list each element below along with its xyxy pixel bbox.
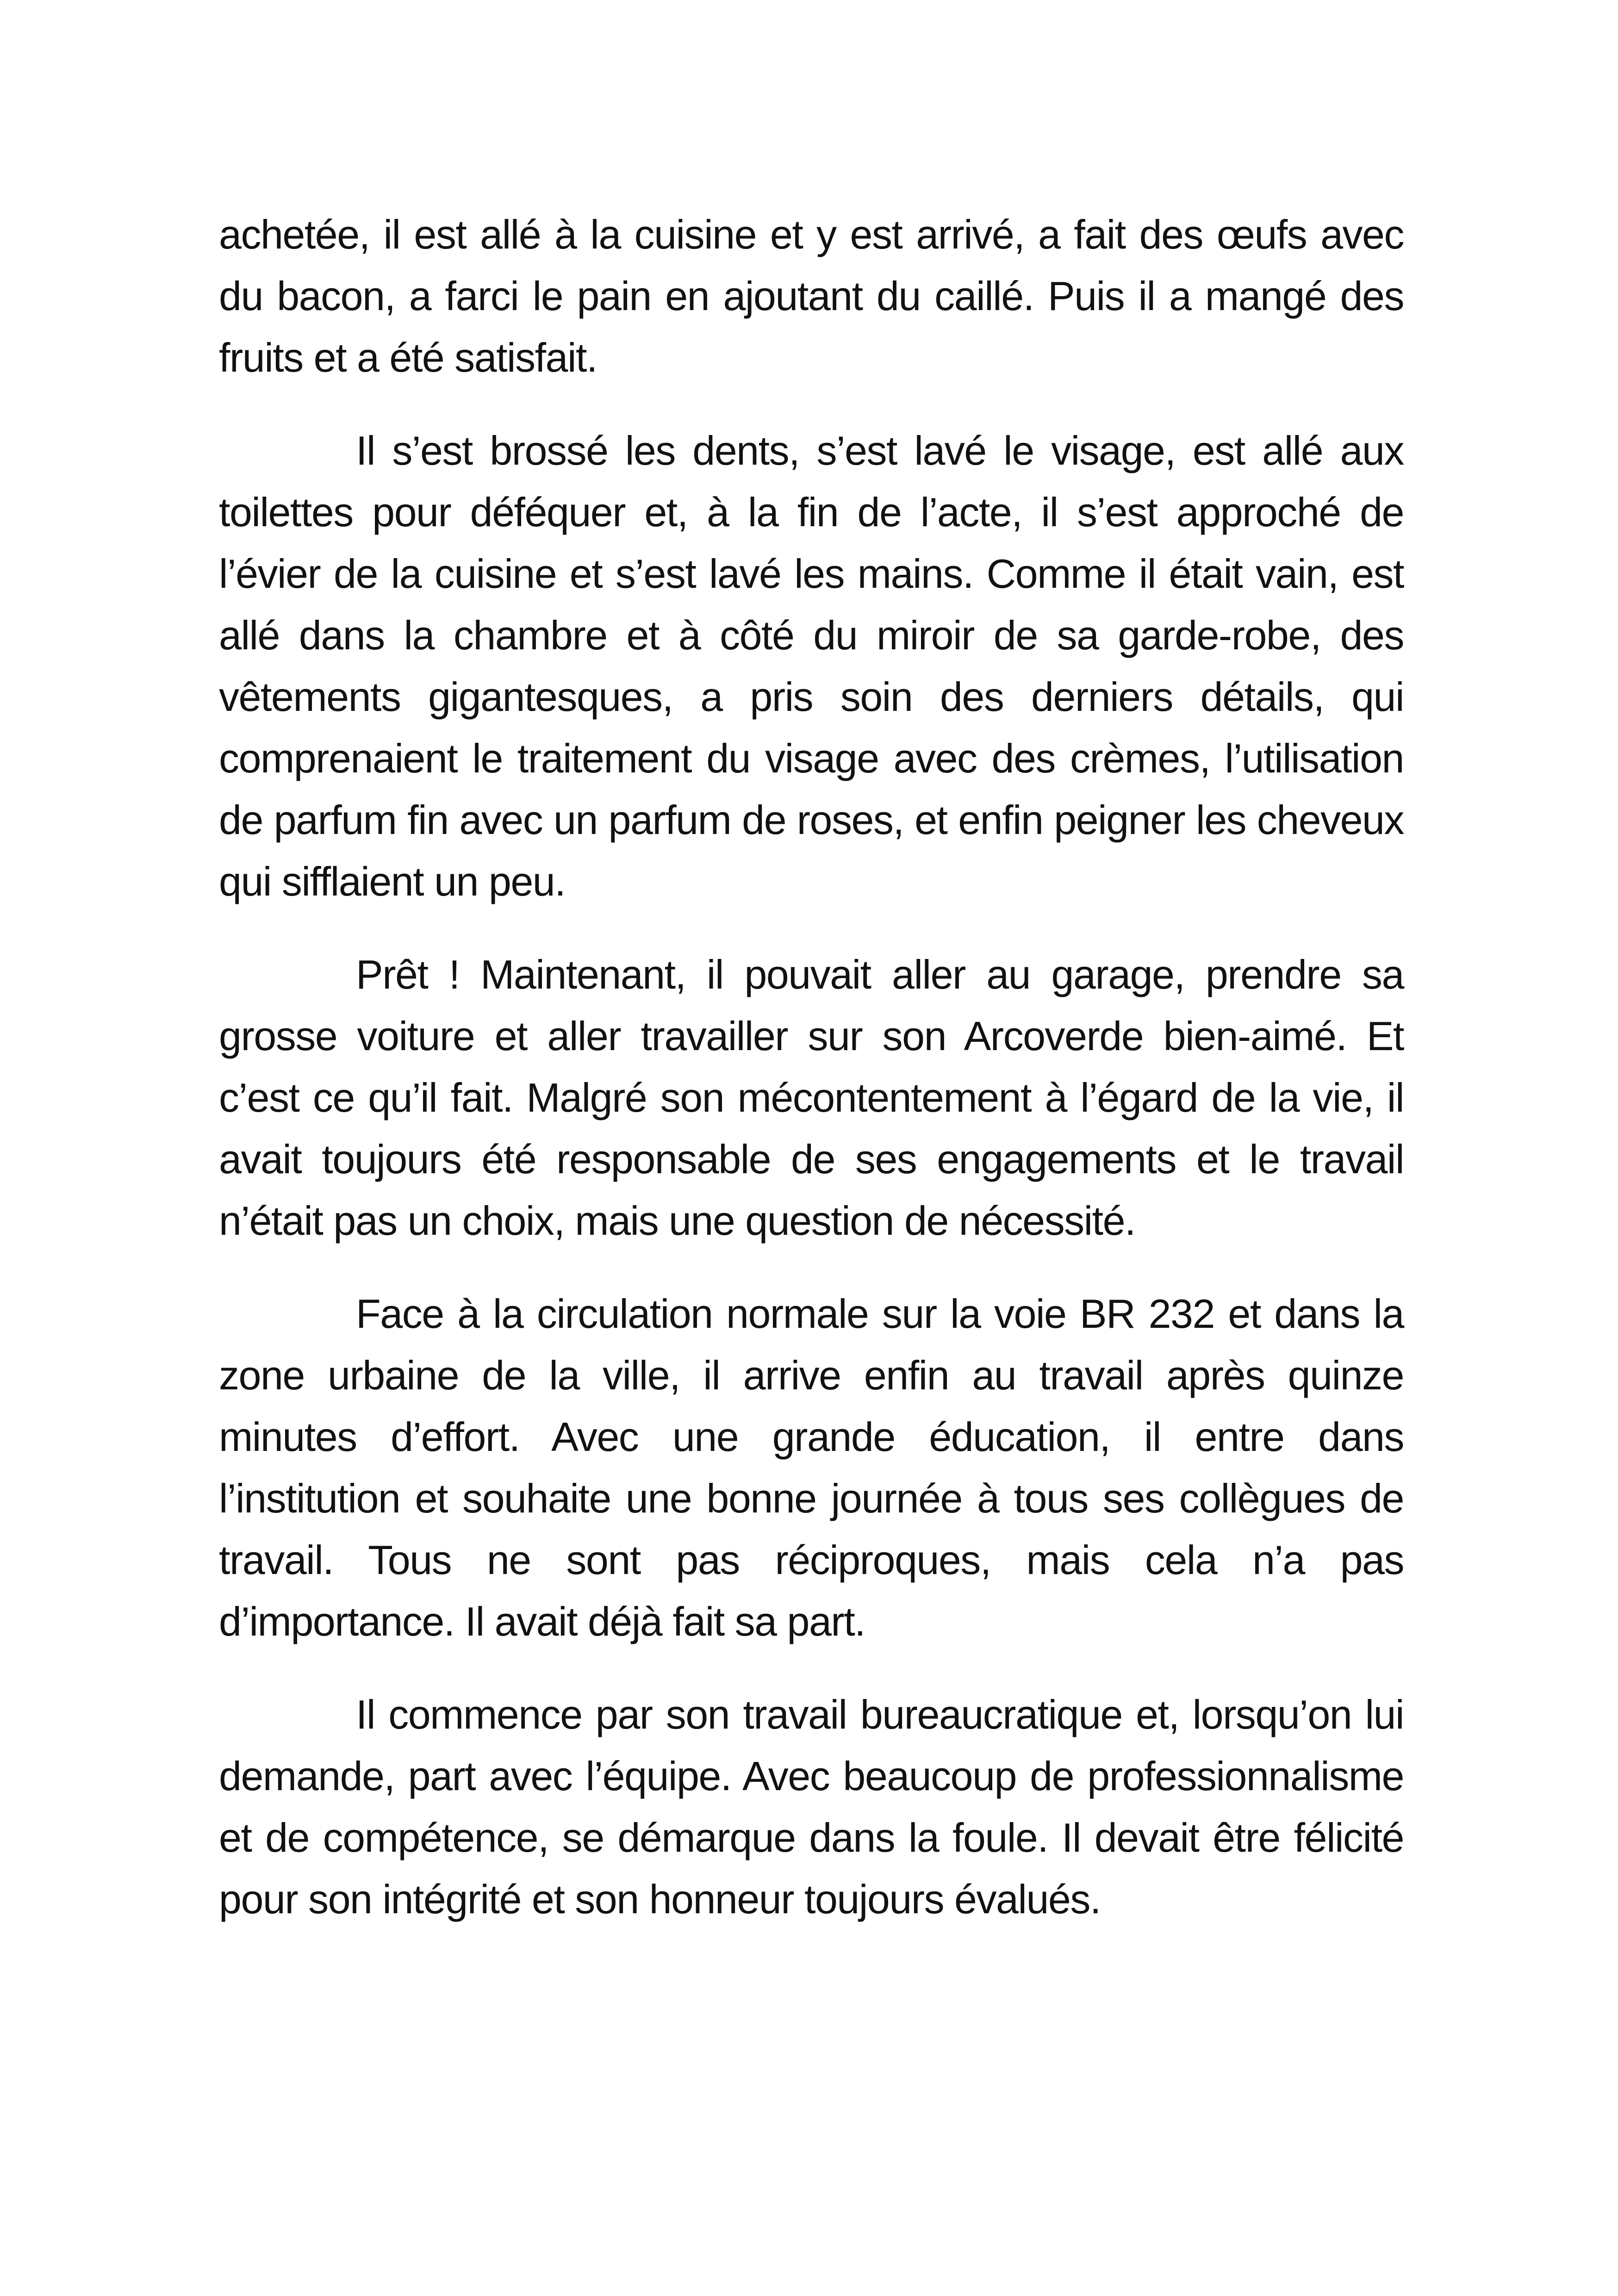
body-text xyxy=(219,204,1404,1930)
paragraph-ready: Prêt ! Maintenant, il pouvait aller au garage, prendre sa grosse voiture et aller travailler sur son Arcoverde bien-aimé. Et c’est ce qu’il fait. Malgré son mécontentement à l’égard de la vie, il avait toujours été responsable de ses engagements et le travail n’était pas un choix, mais une question de nécessité. xyxy=(219,952,1404,1244)
paragraph-commute: Face à la circulation normale sur la voie BR 232 et dans la zone urbaine de la ville, il arrive enfin au travail après quinze minutes d’effort. Avec une grande éducation, il entre dans l’institution et souhaite une bonne journée à tous ses collègues de travail. Tous ne sont pas réciproques, mais cela n’a pas d’importance. Il avait déjà fait sa part. xyxy=(219,1291,1404,1644)
paragraph-continuation: achetée, il est allé à la cuisine et y est arrivé, a fait des œufs avec du bacon, a farci le pain en ajoutant du caillé. Puis il a mangé des fruits et a été satisfait. xyxy=(219,212,1404,380)
paragraph-grooming: Il s’est brossé les dents, s’est lavé le visage, est allé aux toilettes pour déféquer et, à la fin de l’acte, il s’est approché de l’évier de la cuisine et s’est lavé les mains. Comme il était vain, est allé dans la chambre et à côté du miroir de sa garde-robe, des vêtements gigantesques, a pris soin des derniers détails, qui comprenaient le traitement du visage avec des crèmes, l’utilisation de parfum fin avec un parfum de roses, et enfin peigner les cheveux qui sifflaient un peu. xyxy=(219,428,1404,904)
paragraph-work: Il commence par son travail bureaucratique et, lorsqu’on lui demande, part avec l’équipe. Avec beaucoup de professionnalisme et de compétence, se démarque dans la foule. Il devait être félicité pour son intégrité et son honneur toujours évalués. xyxy=(219,1692,1404,1922)
